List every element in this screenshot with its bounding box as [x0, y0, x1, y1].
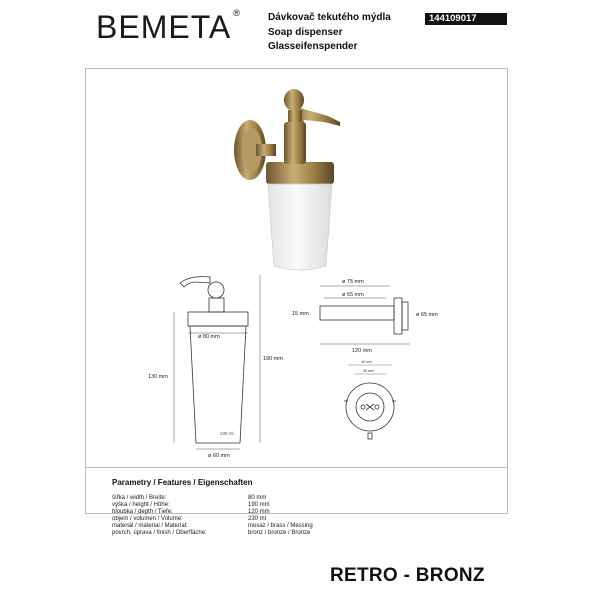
- section-divider: [85, 467, 508, 468]
- side-arm: [320, 306, 394, 320]
- brand-name: BEMETA: [96, 9, 232, 45]
- front-volume-label: 230 ml: [220, 431, 234, 436]
- title-czech: Dávkovač tekutého mýdla: [268, 12, 391, 23]
- series-name: RETRO - BRONZ: [330, 565, 485, 586]
- spec-value-width: 80 mm: [248, 495, 267, 501]
- registered-mark: ®: [233, 8, 240, 18]
- side-thickness-label: 15 mm: [292, 311, 309, 317]
- spec-value-volume: 230 ml: [248, 516, 267, 522]
- spec-value-material: mosaz / brass / Messing: [248, 523, 313, 529]
- title-english: Soap dispenser: [268, 27, 343, 38]
- side-outer-label: ø 75 mm: [342, 279, 364, 285]
- side-depth-label: 120 mm: [352, 348, 372, 354]
- mount-screw-left: [361, 405, 365, 409]
- holder-ring: [266, 162, 334, 184]
- mount-outer-label: 40 mm: [361, 360, 372, 364]
- product-code: 144109017: [425, 13, 507, 25]
- side-flange-label: ø 65 mm: [416, 312, 438, 318]
- drawing-ring: [188, 312, 248, 326]
- spec-label-volume: objem / volumen / Volume:: [112, 516, 183, 522]
- front-drawing: [110, 265, 295, 460]
- drawing-pump-head: [208, 282, 224, 298]
- mount-drawing: [330, 355, 410, 455]
- specs-heading: Parametry / Features / Eigenschaften: [112, 478, 253, 487]
- glass-container: [268, 184, 332, 270]
- mount-set-screw: [368, 433, 372, 439]
- drawing-pump-nozzle: [180, 277, 210, 287]
- title-german: Glasseifenspender: [268, 41, 358, 52]
- spec-label-height: výška / height / Höhe:: [112, 502, 170, 508]
- spec-value-depth: 120 mm: [248, 509, 270, 515]
- spec-value-height: 190 mm: [248, 502, 270, 508]
- side-rosette: [402, 302, 408, 330]
- brand-logo: [96, 10, 264, 44]
- spec-label-width: šířka / width / Breite:: [112, 495, 167, 501]
- pump-stem: [284, 122, 306, 164]
- mount-screw-right: [375, 405, 379, 409]
- front-base-label: ø 60 mm: [208, 453, 230, 459]
- drawing-pump-neck: [209, 298, 224, 312]
- side-drawing: [290, 272, 460, 360]
- mount-inner-label: 35 mm: [363, 369, 374, 373]
- holder-arm: [256, 144, 276, 156]
- spec-label-depth: hloubka / depth / Tiefe:: [112, 509, 173, 515]
- spec-label-finish: povrch. úprava / finish / Oberfläche:: [112, 530, 207, 536]
- front-height-label: 190 mm: [263, 356, 283, 362]
- side-inner-label: ø 65 mm: [342, 292, 364, 298]
- pump-head: [284, 89, 304, 111]
- pump-neck: [288, 110, 302, 122]
- product-photo: [228, 78, 358, 273]
- side-flange: [394, 298, 402, 334]
- front-container-height-label: 130 mm: [148, 374, 168, 380]
- drawing-glass: [190, 326, 246, 443]
- front-width-label: ø 80 mm: [198, 334, 220, 340]
- spec-label-material: materiál / material / Material:: [112, 523, 188, 529]
- spec-value-finish: bronz / bronze / Bronze: [248, 530, 311, 536]
